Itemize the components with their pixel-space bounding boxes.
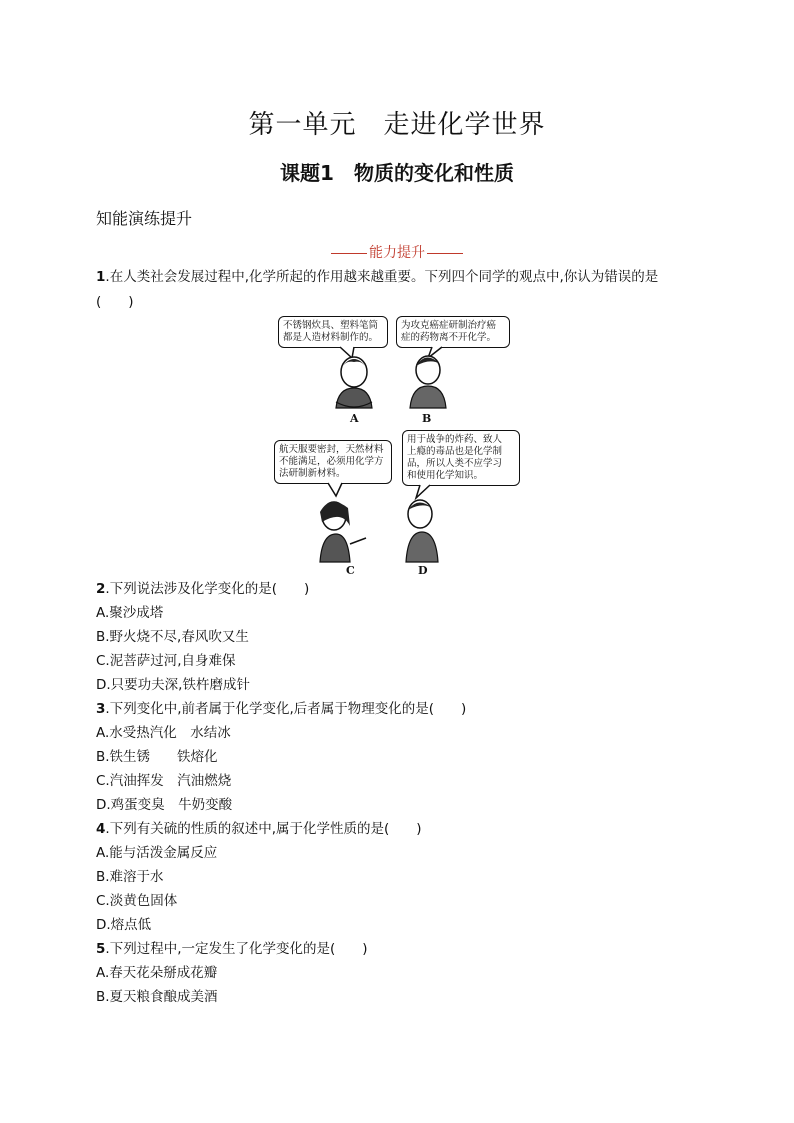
student-a-figure [336,357,372,408]
unit-title: 第一单元 走进化学世界 [248,110,546,140]
question-4 [96,820,422,838]
question-text: .在人类社会发展过程中,化学所起的作用越来越重要。下列四个同学的观点中,你认为错误的是 [105,269,659,285]
option-c: C.淡黄色固体 [96,893,178,909]
bubble-line: 不锈钢炊具、塑料笔筒 [283,320,379,331]
option-c: C.泥菩萨过河,自身难保 [96,653,236,669]
question-text: .下列有关硫的性质的叙述中,属于化学性质的是( ) [105,821,422,837]
question-text: .下列说法涉及化学变化的是( ) [105,581,310,597]
student-d-figure [406,500,438,562]
option-c: C.汽油挥发 汽油燃烧 [96,773,232,789]
question-number: 3 [96,701,106,717]
bubble-line: 症的药物离不开化学。 [401,332,497,343]
subsection-heading [0,242,794,262]
student-c-figure [320,502,366,562]
bubble-line: 品，所以人类不应学习 [407,458,503,469]
heading-rule-right [427,253,463,254]
section-title: 知能演练提升 [96,209,193,228]
question-3 [96,700,466,718]
question-1 [96,268,658,286]
option-a: A.水受热汽化 水结冰 [96,725,231,741]
option-b: B.铁生锈 铁熔化 [96,749,218,765]
bubble-line: 航天服要密封，天然材料 [279,444,384,455]
lesson-title: 课题1 物质的变化和性质 [280,161,514,185]
bubble-line: 上瘾的毒品也是化学制 [407,446,503,457]
question-2 [96,580,309,598]
option-a: A.春天花朵掰成花瓣 [96,965,218,981]
figure-label-a: A [350,412,359,425]
student-b-figure [410,356,446,408]
bubble-line: 法研制新材料。 [279,468,346,479]
question-number: 4 [96,821,106,837]
option-b: B.夏天粮食酿成美酒 [96,989,218,1005]
question-text: .下列变化中,前者属于化学变化,后者属于物理变化的是( ) [105,701,467,717]
question-number: 2 [96,581,106,597]
option-b: B.野火烧不尽,春风吹又生 [96,629,249,645]
question-1-answer-paren: ( ) [96,294,134,310]
question-text: .下列过程中,一定发生了化学变化的是( ) [105,941,368,957]
heading-rule-left [331,253,367,254]
option-d: D.鸡蛋变臭 牛奶变酸 [96,797,233,813]
bubble-line: 用于战争的炸药、致人 [407,434,503,445]
bubble-line: 都是人造材料制作的。 [283,332,379,343]
question-5 [96,940,368,958]
option-a: A.聚沙成塔 [96,605,164,621]
subsection-title: 能力提升 [369,245,425,261]
bubble-line: 和使用化学知识。 [407,470,484,481]
figure-label-b: B [422,412,432,425]
bubble-line: 为攻克癌症研制治疗癌 [401,320,497,331]
option-a: A.能与活泼金属反应 [96,845,218,861]
option-d: D.熔点低 [96,917,152,933]
option-d: D.只要功夫深,铁杵磨成针 [96,677,250,693]
figure-label-d: D [418,564,428,577]
student-drawings [270,312,530,582]
bubble-line: 不能满足，必须用化学方 [279,456,384,467]
question-number: 1 [96,269,106,285]
question-number: 5 [96,941,106,957]
figure-label-c: C [346,564,355,577]
question-1-illustration [270,312,530,582]
option-b: B.难溶于水 [96,869,164,885]
